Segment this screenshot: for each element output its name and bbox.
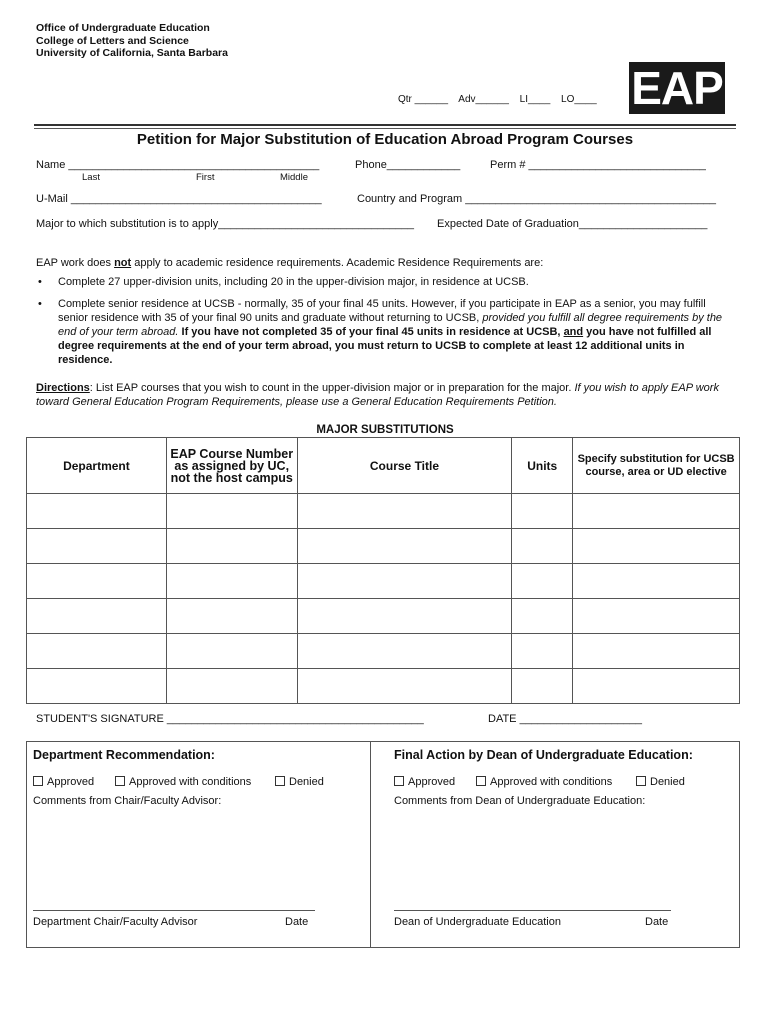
dean-comments-label: Comments from Dean of Undergraduate Education:: [394, 795, 646, 807]
table-row: [27, 494, 740, 529]
admin-fields: [398, 94, 605, 105]
table-cell[interactable]: [166, 529, 297, 564]
office-name: Office of Undergraduate Education: [36, 22, 210, 34]
table-cell[interactable]: [512, 494, 573, 529]
page-title: Petition for Major Substitution of Education Abroad Program Courses: [136, 131, 634, 148]
table-cell[interactable]: [27, 564, 167, 599]
graduation-date-field[interactable]: Expected Date of Graduation_____________________: [437, 218, 708, 230]
dept-date-label: Date: [285, 916, 309, 928]
approval-divider: [370, 742, 371, 947]
dean-date-label: Date: [645, 916, 669, 928]
perm-field[interactable]: Perm # _____________________________: [490, 159, 706, 171]
checkbox-icon[interactable]: [115, 776, 125, 786]
dean-denied-option[interactable]: Denied: [636, 776, 685, 788]
dept-denied-option[interactable]: Denied: [275, 776, 324, 788]
adv-field[interactable]: Adv______: [458, 94, 509, 105]
dept-signature-label: Department Chair/Faculty Advisor: [33, 916, 198, 928]
lo-field[interactable]: LO____: [561, 94, 597, 105]
residence-requirements-list: [36, 275, 736, 373]
dean-approved-option[interactable]: Approved: [394, 776, 455, 788]
table-title: MAJOR SUBSTITUTIONS: [316, 424, 454, 436]
col-department: Department: [27, 438, 167, 494]
eap-badge: EAP: [629, 62, 725, 114]
table-cell[interactable]: [297, 669, 512, 704]
phone-field[interactable]: Phone____________: [355, 159, 461, 171]
table-cell[interactable]: [573, 669, 740, 704]
table-cell[interactable]: [166, 599, 297, 634]
header-rule-thin: [34, 128, 736, 129]
table-cell[interactable]: [573, 564, 740, 599]
table-cell[interactable]: [27, 494, 167, 529]
dean-final-action-heading: Final Action by Dean of Undergraduate Education:: [394, 748, 693, 762]
col-course-title: Course Title: [297, 438, 512, 494]
table-cell[interactable]: [297, 564, 512, 599]
dean-signature-line[interactable]: [394, 910, 671, 911]
table-cell[interactable]: [27, 669, 167, 704]
list-item: • Complete 27 upper-division units, including 20 in the upper-division major, in residence at UCSB.: [36, 275, 736, 289]
table-row: [27, 529, 740, 564]
table-row: [27, 634, 740, 669]
header-rule: [34, 124, 736, 126]
table-cell[interactable]: [297, 599, 512, 634]
college-name: College of Letters and Science: [36, 34, 189, 47]
table-cell[interactable]: [166, 564, 297, 599]
table-cell[interactable]: [297, 494, 512, 529]
table-cell[interactable]: [512, 529, 573, 564]
table-cell[interactable]: [297, 529, 512, 564]
list-item: • Complete senior residence at UCSB - normally, 35 of your final 45 units. However, if you participate in EAP as a senior, you may fulfill senior residence with 35 of your final 90 units and graduate without returning to UCSB, provided you fulfill all degree requirements by the end of your term abroad. If you have not completed 35 of your final 45 units in residence at UCSB, and you have not fulfilled all degree requirements at the end of your term abroad, you must return to UCSB to complete at least 12 additional units in residence.: [36, 297, 736, 367]
dept-approved-conditions-option[interactable]: Approved with conditions: [115, 776, 251, 788]
office-header: [36, 22, 228, 60]
table-cell[interactable]: [297, 634, 512, 669]
col-course-number: EAP Course Number as assigned by UC, not the host campus: [166, 438, 297, 494]
table-cell[interactable]: [512, 634, 573, 669]
approval-box: [26, 741, 740, 948]
student-date-field[interactable]: DATE ____________________: [488, 713, 642, 725]
table-cell[interactable]: [27, 529, 167, 564]
residence-intro: EAP work does not apply to academic residence requirements. Academic Residence Requirements are:: [36, 257, 544, 269]
dept-approved-option[interactable]: Approved: [33, 776, 94, 788]
dean-approved-conditions-option[interactable]: Approved with conditions: [476, 776, 612, 788]
major-field[interactable]: Major to which substitution is to apply________________________________: [36, 218, 414, 230]
table-cell[interactable]: [166, 494, 297, 529]
table-cell[interactable]: [573, 599, 740, 634]
name-middle-label: Middle: [280, 172, 308, 183]
dept-signature-line[interactable]: [33, 910, 315, 911]
table-cell[interactable]: [512, 669, 573, 704]
directions-text: Directions: List EAP courses that you wish to count in the upper-division major or in preparation for the major. If you wish to apply EAP work toward General Education Program Requirements, please use a General Education Requirements Petition.: [36, 382, 719, 408]
table-cell[interactable]: [27, 634, 167, 669]
table-cell[interactable]: [512, 564, 573, 599]
student-signature-field[interactable]: STUDENT'S SIGNATURE __________________________________________: [36, 713, 424, 725]
checkbox-icon[interactable]: [275, 776, 285, 786]
name-last-label: Last: [82, 172, 100, 183]
dean-signature-label: Dean of Undergraduate Education: [394, 916, 561, 928]
table-row: [27, 564, 740, 599]
name-field[interactable]: Name _________________________________________: [36, 159, 320, 171]
country-program-field[interactable]: Country and Program _________________________________________: [357, 193, 717, 205]
table-cell[interactable]: [573, 634, 740, 669]
li-field[interactable]: LI____: [519, 94, 551, 105]
table-cell[interactable]: [512, 599, 573, 634]
col-units: Units: [512, 438, 573, 494]
substitutions-table: [26, 437, 740, 704]
table-cell[interactable]: [166, 634, 297, 669]
table-cell[interactable]: [573, 494, 740, 529]
col-specify: Specify substitution for UCSB course, area or UD elective: [573, 438, 740, 494]
name-first-label: First: [196, 172, 215, 183]
university-name: University of California, Santa Barbara: [36, 47, 228, 59]
table-cell[interactable]: [27, 599, 167, 634]
table-header-row: [27, 438, 740, 494]
checkbox-icon[interactable]: [394, 776, 404, 786]
checkbox-icon[interactable]: [636, 776, 646, 786]
table-row: [27, 599, 740, 634]
checkbox-icon[interactable]: [33, 776, 43, 786]
table-row: [27, 669, 740, 704]
qtr-field[interactable]: Qtr ______: [398, 94, 449, 105]
dept-comments-label: Comments from Chair/Faculty Advisor:: [33, 795, 222, 807]
umail-field[interactable]: U-Mail _________________________________________: [36, 193, 322, 205]
table-cell[interactable]: [166, 669, 297, 704]
table-cell[interactable]: [573, 529, 740, 564]
checkbox-icon[interactable]: [476, 776, 486, 786]
department-recommendation-heading: Department Recommendation:: [33, 748, 215, 762]
